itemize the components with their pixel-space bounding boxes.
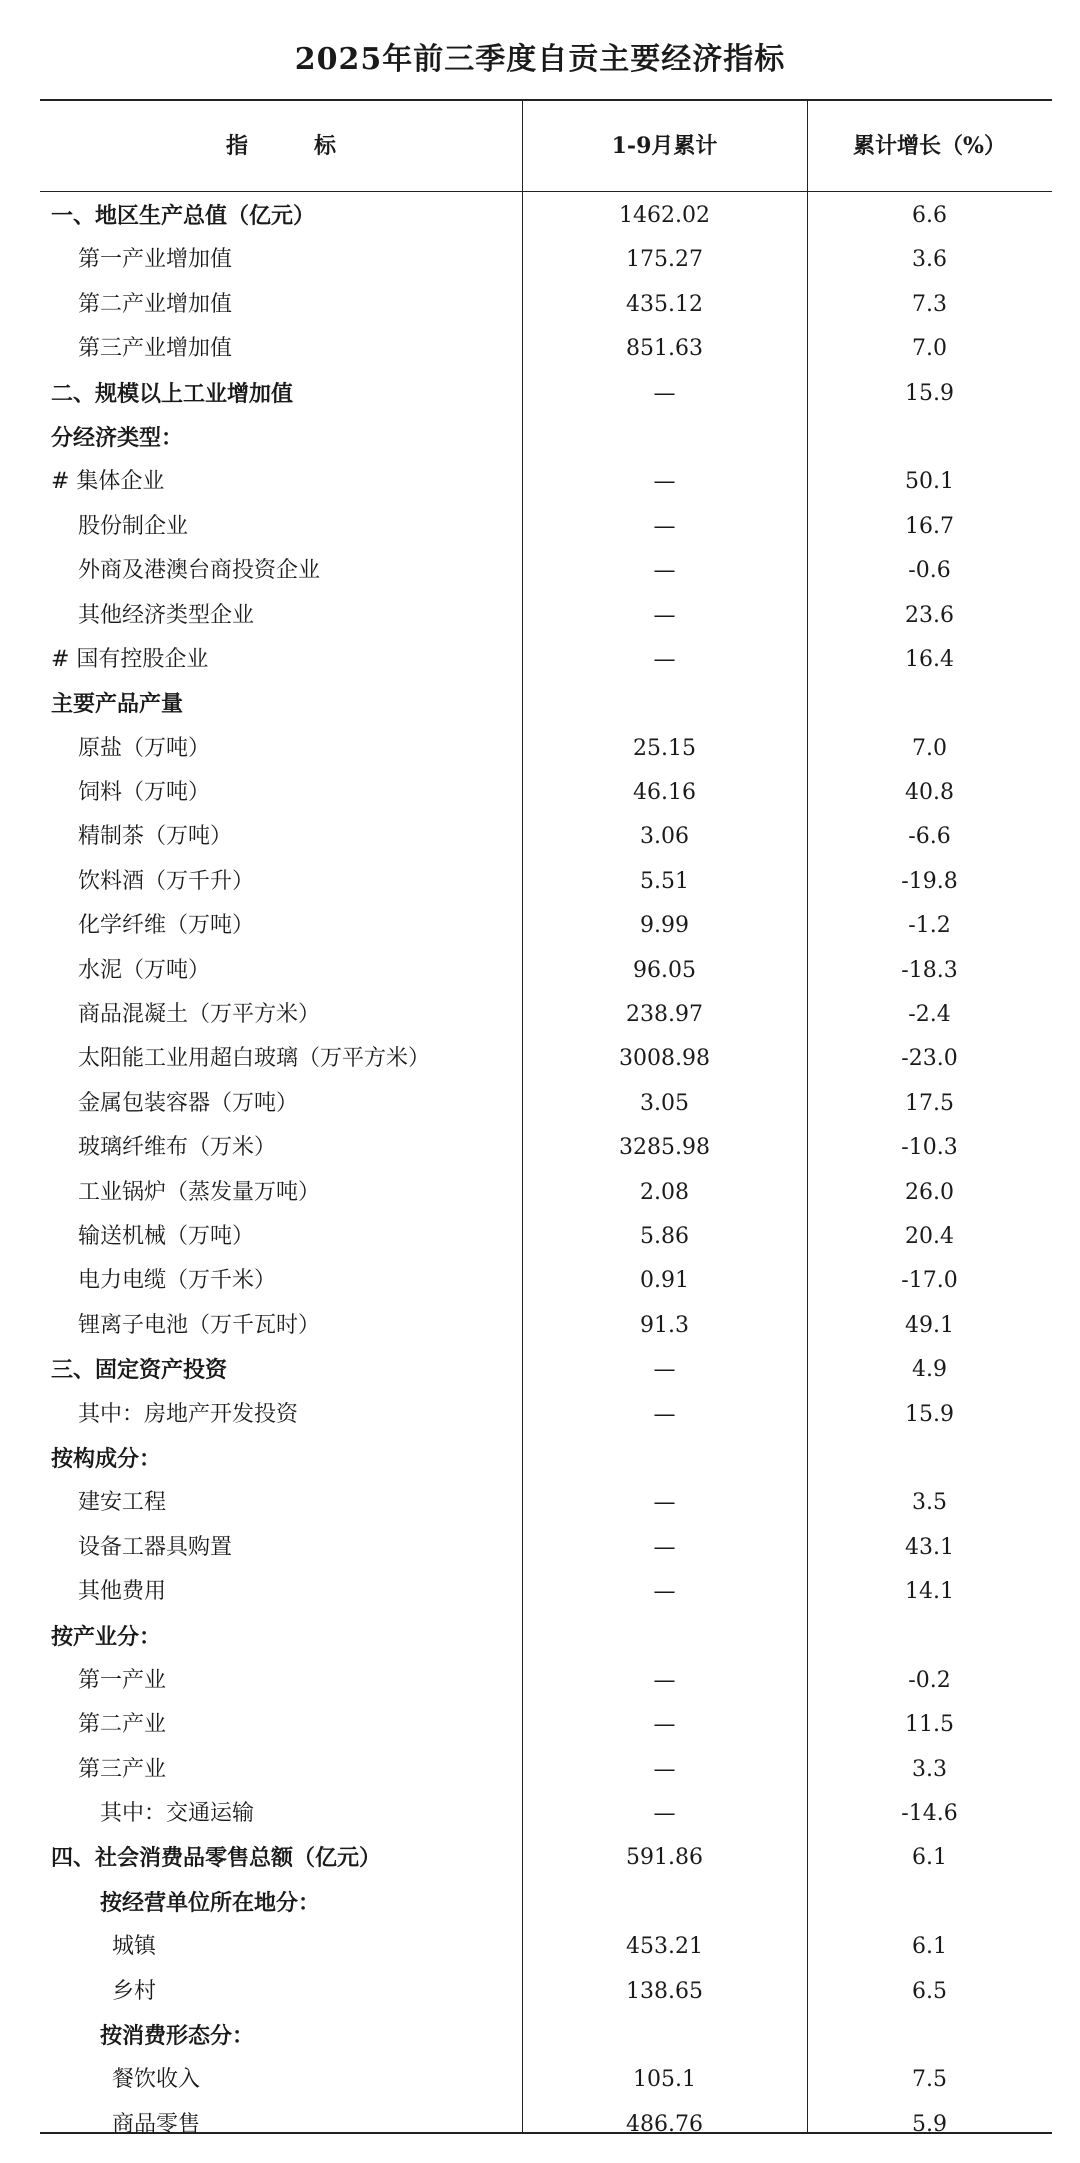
- row-growth-value: [807, 416, 1052, 460]
- row-ytd-value: 105.1: [633, 2067, 696, 2093]
- row-growth-value: 5.9: [912, 2111, 947, 2137]
- row-growth-value: 43.1: [905, 1534, 954, 1560]
- row-growth-value: [807, 1615, 1052, 1659]
- table-row: [40, 1659, 1052, 1703]
- table-row: [40, 238, 1052, 282]
- row-growth-value: 11.5: [905, 1712, 954, 1738]
- row-indicator-label: 玻璃纤维布（万米）: [78, 1135, 277, 1161]
- row-growth-value: 7.0: [912, 336, 947, 362]
- row-growth-value: -0.2: [908, 1667, 951, 1693]
- table-row: [40, 1348, 1052, 1392]
- row-indicator-label: # 国有控股企业: [51, 646, 209, 672]
- row-ytd-value: —: [653, 1712, 676, 1738]
- row-growth-value: 3.3: [912, 1756, 947, 1782]
- row-indicator-label: 第一产业增加值: [78, 247, 233, 273]
- table-row: [40, 1526, 1052, 1570]
- row-growth-value: -10.3: [901, 1135, 958, 1161]
- row-growth-value: [807, 2014, 1052, 2058]
- header-indicator: 指 标: [225, 133, 336, 159]
- row-growth-value: 7.0: [912, 735, 947, 761]
- row-indicator-label: 第二产业: [78, 1712, 167, 1738]
- column-divider: [807, 101, 808, 2132]
- row-indicator-label: 商品混凝土（万平方米）: [78, 1002, 321, 1028]
- row-ytd-value: —: [653, 380, 676, 406]
- row-indicator-label: 金属包装容器（万吨）: [78, 1090, 299, 1116]
- table-row: [40, 1259, 1052, 1303]
- row-indicator-label: 建安工程: [78, 1490, 167, 1516]
- row-ytd-value: —: [653, 1801, 676, 1827]
- row-indicator-label: 精制茶（万吨）: [78, 824, 233, 850]
- table-row: [40, 372, 1052, 416]
- header-ytd-total: 1-9月累计: [611, 133, 718, 159]
- row-ytd-value: —: [653, 646, 676, 672]
- table-row: [40, 949, 1052, 993]
- row-indicator-label: 水泥（万吨）: [78, 957, 211, 983]
- table-row: [40, 505, 1052, 549]
- row-growth-value: 3.5: [912, 1490, 947, 1516]
- row-ytd-value: [522, 1615, 807, 1659]
- row-ytd-value: 2.08: [640, 1179, 689, 1205]
- table-row: [40, 283, 1052, 327]
- table-row: [40, 860, 1052, 904]
- row-indicator-label: 按产业分：: [51, 1623, 162, 1650]
- row-growth-value: -17.0: [901, 1268, 958, 1294]
- row-ytd-value: 9.99: [640, 913, 689, 939]
- header-ytd-growth: 累计增长（%）: [853, 133, 1006, 159]
- row-indicator-label: 餐饮收入: [112, 2067, 201, 2093]
- row-growth-value: 20.4: [905, 1223, 954, 1249]
- row-indicator-label: 原盐（万吨）: [78, 735, 211, 761]
- row-indicator-label: 按构成分：: [51, 1445, 162, 1472]
- row-indicator-label: 按消费形态分：: [100, 2023, 255, 2050]
- row-ytd-value: 3.06: [640, 824, 689, 850]
- row-indicator-label: 乡村: [112, 1978, 157, 2004]
- row-indicator-label: 城镇: [112, 1934, 157, 1960]
- row-ytd-value: 138.65: [626, 1978, 703, 2004]
- table-row: [40, 1792, 1052, 1836]
- table-header: [40, 101, 1052, 192]
- row-ytd-value: 3.05: [640, 1090, 689, 1116]
- row-growth-value: -19.8: [901, 868, 958, 894]
- table-row: [40, 727, 1052, 771]
- row-growth-value: 6.6: [912, 203, 947, 228]
- row-ytd-value: —: [653, 1756, 676, 1782]
- row-growth-value: [807, 1437, 1052, 1481]
- row-indicator-label: 第三产业: [78, 1756, 167, 1782]
- table-row: [40, 1171, 1052, 1215]
- row-ytd-value: 175.27: [626, 247, 703, 273]
- row-growth-value: -1.2: [908, 913, 951, 939]
- table-row: [40, 1037, 1052, 1081]
- table-row: [40, 1881, 1052, 1925]
- table-row: [40, 904, 1052, 948]
- table-row: [40, 1126, 1052, 1170]
- row-indicator-label: 分经济类型：: [51, 424, 184, 451]
- row-indicator-label: 饮料酒（万千升）: [78, 868, 255, 894]
- table-row: [40, 1393, 1052, 1437]
- row-growth-value: 6.1: [912, 1845, 947, 1871]
- row-ytd-value: [522, 682, 807, 726]
- row-growth-value: -18.3: [901, 957, 958, 983]
- row-indicator-label: 其中：交通运输: [100, 1801, 255, 1827]
- row-growth-value: -14.6: [901, 1801, 958, 1827]
- indicator-table: [40, 99, 1052, 2137]
- row-indicator-label: 第二产业增加值: [78, 291, 233, 317]
- row-indicator-label: 其他经济类型企业: [78, 602, 255, 628]
- row-ytd-value: —: [653, 469, 676, 495]
- row-growth-value: 23.6: [905, 602, 954, 628]
- row-growth-value: 26.0: [905, 1179, 954, 1205]
- table-row: [40, 1570, 1052, 1614]
- row-ytd-value: 851.63: [626, 336, 703, 362]
- row-growth-value: 14.1: [905, 1579, 954, 1605]
- table-row: [40, 2058, 1052, 2102]
- table-row: [40, 2103, 1052, 2147]
- row-growth-value: 3.6: [912, 247, 947, 273]
- row-indicator-label: 电力电缆（万千米）: [78, 1268, 277, 1294]
- row-growth-value: 16.7: [905, 513, 954, 539]
- row-ytd-value: 486.76: [626, 2111, 703, 2137]
- row-ytd-value: 238.97: [626, 1002, 703, 1028]
- row-indicator-label: 外商及港澳台商投资企业: [78, 558, 321, 584]
- table-row: [40, 993, 1052, 1037]
- page-title: 2025年前三季度自贡主要经济指标: [294, 42, 786, 77]
- row-indicator-label: 设备工器具购置: [78, 1534, 233, 1560]
- row-ytd-value: 5.86: [640, 1223, 689, 1249]
- row-indicator-label: 第三产业增加值: [78, 336, 233, 362]
- row-ytd-value: 3285.98: [619, 1135, 710, 1161]
- row-ytd-value: 453.21: [626, 1934, 703, 1960]
- row-growth-value: 17.5: [905, 1090, 954, 1116]
- table-row: [40, 460, 1052, 504]
- row-growth-value: 50.1: [905, 469, 954, 495]
- row-indicator-label: 化学纤维（万吨）: [78, 913, 255, 939]
- row-ytd-value: —: [653, 558, 676, 584]
- row-indicator-label: 第一产业: [78, 1667, 167, 1693]
- row-indicator-label: 股份制企业: [78, 513, 189, 539]
- table-row: [40, 594, 1052, 638]
- row-growth-value: 15.9: [905, 380, 954, 406]
- row-indicator-label: # 集体企业: [51, 469, 165, 495]
- row-growth-value: -0.6: [908, 558, 951, 584]
- row-ytd-value: [522, 1881, 807, 1925]
- row-growth-value: 7.3: [912, 291, 947, 317]
- row-ytd-value: 0.91: [640, 1268, 689, 1294]
- table-row: [40, 1304, 1052, 1348]
- table-row: [40, 1925, 1052, 1969]
- table-row: [40, 194, 1052, 238]
- row-growth-value: -23.0: [901, 1046, 958, 1072]
- column-divider: [522, 101, 523, 2132]
- table-row: [40, 1082, 1052, 1126]
- row-growth-value: 49.1: [905, 1312, 954, 1338]
- row-indicator-label: 其他费用: [78, 1579, 167, 1605]
- row-indicator-label: 商品零售: [112, 2111, 201, 2137]
- row-ytd-value: —: [653, 1490, 676, 1516]
- row-ytd-value: 591.86: [626, 1845, 703, 1871]
- row-ytd-value: —: [653, 602, 676, 628]
- row-indicator-label: 主要产品产量: [51, 691, 184, 718]
- table-row: [40, 1615, 1052, 1659]
- row-ytd-value: —: [653, 1401, 676, 1427]
- row-growth-value: -2.4: [908, 1002, 951, 1028]
- table-row: [40, 416, 1052, 460]
- row-growth-value: [807, 1881, 1052, 1925]
- row-growth-value: 7.5: [912, 2067, 947, 2093]
- row-indicator-label: 输送机械（万吨）: [78, 1223, 255, 1249]
- row-ytd-value: 5.51: [640, 868, 689, 894]
- row-indicator-label: 其中：房地产开发投资: [78, 1401, 299, 1427]
- table-row: [40, 327, 1052, 371]
- row-indicator-label: 锂离子电池（万千瓦时）: [78, 1312, 321, 1338]
- row-ytd-value: [522, 2014, 807, 2058]
- row-indicator-label: 一、地区生产总值（亿元）: [51, 203, 316, 229]
- table-row: [40, 2014, 1052, 2058]
- table-row: [40, 1836, 1052, 1880]
- row-indicator-label: 二、规模以上工业增加值: [51, 380, 294, 407]
- table-row: [40, 1215, 1052, 1259]
- row-growth-value: -6.6: [908, 824, 951, 850]
- table-row: [40, 1748, 1052, 1792]
- table-row: [40, 549, 1052, 593]
- row-ytd-value: 1462.02: [619, 203, 710, 228]
- row-indicator-label: 四、社会消费品零售总额（亿元）: [51, 1845, 382, 1872]
- row-ytd-value: [522, 1437, 807, 1481]
- row-ytd-value: 3008.98: [619, 1046, 710, 1072]
- row-growth-value: 16.4: [905, 646, 954, 672]
- row-growth-value: 40.8: [905, 780, 954, 806]
- row-growth-value: 6.5: [912, 1978, 947, 2004]
- row-growth-value: 4.9: [912, 1357, 947, 1383]
- row-growth-value: 15.9: [905, 1401, 954, 1427]
- table-row: [40, 1481, 1052, 1525]
- row-ytd-value: 25.15: [633, 735, 696, 761]
- row-ytd-value: 96.05: [633, 957, 696, 983]
- row-indicator-label: 工业锅炉（蒸发量万吨）: [78, 1179, 321, 1205]
- row-growth-value: [807, 682, 1052, 726]
- table-row: [40, 771, 1052, 815]
- row-ytd-value: —: [653, 1534, 676, 1560]
- row-ytd-value: —: [653, 513, 676, 539]
- row-ytd-value: —: [653, 1579, 676, 1605]
- table-row: [40, 1703, 1052, 1747]
- table-row: [40, 1437, 1052, 1481]
- table-row: [40, 638, 1052, 682]
- row-ytd-value: —: [653, 1667, 676, 1693]
- table-row: [40, 1970, 1052, 2014]
- row-indicator-label: 饲料（万吨）: [78, 780, 211, 806]
- row-ytd-value: —: [653, 1357, 676, 1383]
- row-growth-value: 6.1: [912, 1934, 947, 1960]
- table-row: [40, 815, 1052, 859]
- row-indicator-label: 按经营单位所在地分：: [100, 1889, 321, 1916]
- row-indicator-label: 三、固定资产投资: [51, 1357, 228, 1384]
- row-ytd-value: 46.16: [633, 780, 696, 806]
- table-row: [40, 682, 1052, 726]
- row-indicator-label: 太阳能工业用超白玻璃（万平方米）: [78, 1046, 431, 1072]
- row-ytd-value: [522, 416, 807, 460]
- table-body: [40, 194, 1052, 2147]
- row-ytd-value: 435.12: [626, 291, 703, 317]
- row-ytd-value: 91.3: [640, 1312, 689, 1338]
